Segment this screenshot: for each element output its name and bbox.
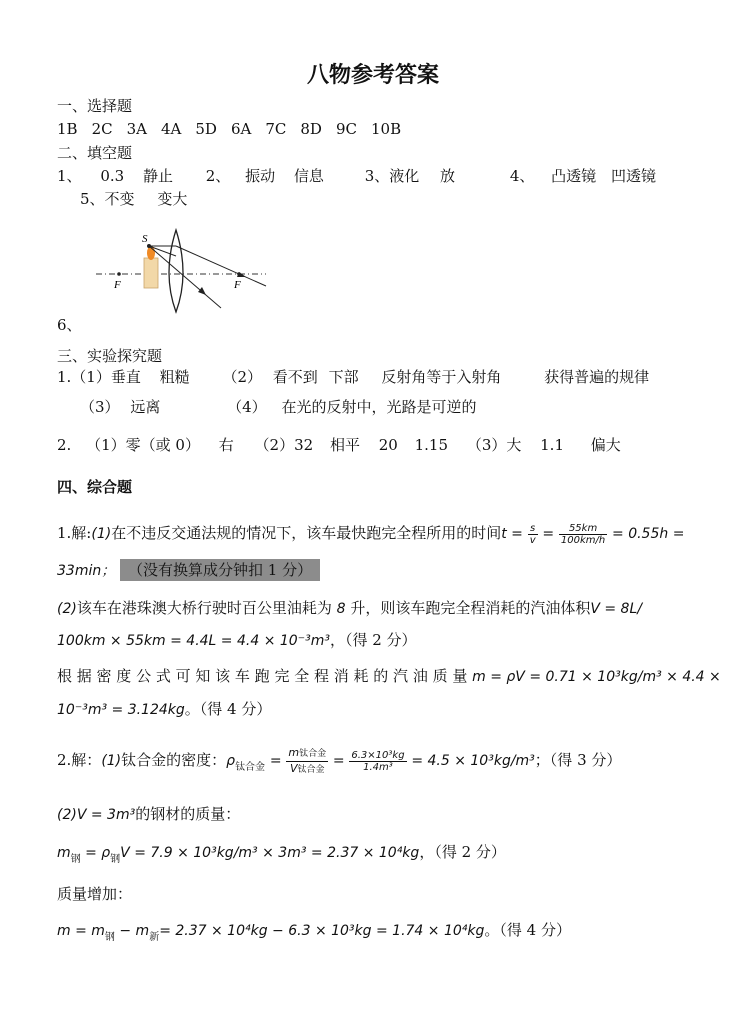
exp-item: 1.1 — [540, 436, 564, 454]
exp-item: 看不到 — [272, 368, 318, 386]
score-note: ；（得 3 分） — [534, 751, 622, 769]
formula: ρ — [226, 753, 236, 769]
solution1-part2-line1 — [57, 598, 642, 619]
solution1-line2 — [57, 559, 320, 582]
choice-answers-row — [57, 119, 415, 139]
section-heading-choice: 一、选择题 — [57, 97, 133, 115]
choice-answer: 8D — [300, 120, 322, 138]
numerator: s — [528, 523, 538, 535]
formula: − m — [114, 923, 150, 939]
score-note: ，（得 2 分） — [329, 631, 417, 649]
mass-increase-formula — [57, 920, 571, 943]
fill-answers-line1 — [57, 166, 656, 186]
formula: 33min； — [57, 563, 116, 579]
ray-refracted — [176, 246, 266, 286]
exp-item: 下部 — [328, 368, 359, 386]
formula: m = ρV = 0.71 × 10³kg/m³ × 4.4 × — [472, 669, 721, 685]
fill-item: 0.3 — [100, 167, 125, 185]
formula: = 0.55ℎ = — [612, 526, 685, 542]
fill-item: 信息 — [293, 167, 324, 185]
formula: m — [57, 845, 71, 861]
solution-label: 2.解： — [57, 751, 102, 769]
formula: = — [332, 753, 345, 769]
exp-item: （2）32 — [254, 436, 314, 454]
formula: 10⁻³m³ = 3.124kg — [57, 702, 185, 718]
q6-label: 6、 — [57, 316, 82, 334]
exp-item: 偏大 — [590, 436, 621, 454]
solution-label: 1.解: — [57, 524, 92, 542]
subscript: 钢 — [104, 932, 115, 943]
ray-through-center — [149, 246, 221, 308]
exp-item: 右 — [218, 436, 234, 454]
convex-lens — [169, 230, 183, 312]
fraction-mass-over-volume — [286, 746, 328, 777]
candle — [144, 258, 158, 288]
deduction-note: （没有换算成分钟扣 1 分） — [120, 559, 320, 581]
formula: = 4.5 × 10³kg/m³ — [411, 753, 535, 769]
fill-answers-line2 — [80, 189, 187, 209]
fill-item: 5、不变 — [80, 190, 135, 208]
exp-item: 反射角等于入射角 — [381, 368, 502, 386]
focus-right-dot — [237, 272, 241, 276]
solution-text: 该车在港珠澳大桥行驶时百公里油耗为 — [76, 599, 337, 617]
fill-item: 变大 — [157, 190, 188, 208]
denominator: 1.4m³ — [363, 761, 393, 773]
subscript: 钛合金 — [299, 748, 327, 759]
subscript: 钛合金 — [297, 764, 325, 775]
fraction-s-over-v — [528, 523, 538, 546]
part-label: (1) — [91, 526, 112, 542]
score-note: ，（得 2 分） — [419, 843, 506, 861]
exp-item: 2. — [57, 436, 72, 454]
part-label: (2) — [57, 807, 77, 823]
solution1-part2-line4 — [57, 699, 271, 720]
part-label: (1) — [101, 753, 122, 769]
section-heading-fill: 二、填空题 — [57, 144, 133, 162]
choice-answer: 1B — [57, 120, 78, 138]
formula: = — [269, 753, 282, 769]
fill-item: 1、 — [57, 167, 82, 185]
section-heading-comprehensive: 四、综合题 — [57, 478, 133, 496]
solution-text: 根 据 密 度 公 式 可 知 该 车 跑 完 全 程 消 耗 的 汽 油 质 量 — [57, 667, 473, 685]
fill-item: 4、 — [509, 167, 535, 185]
exp-item: 远离 — [130, 398, 161, 416]
fill-item: 放 — [440, 167, 456, 185]
choice-answer: 3A — [126, 120, 147, 138]
page-title: 八物参考答案 — [306, 63, 439, 88]
choice-answer: 10B — [371, 120, 402, 138]
focus-left-dot — [117, 272, 121, 276]
choice-answer: 6A — [230, 120, 252, 138]
exp-item: 获得普遍的规律 — [544, 368, 650, 386]
formula: = ρ — [80, 845, 111, 861]
exp-item: （1）零（或 0） — [86, 436, 200, 454]
score-note: 。（得 4 分） — [484, 921, 571, 939]
solution2-part2-line2 — [57, 842, 506, 865]
denominator: V — [289, 761, 298, 775]
label-s: S — [142, 233, 148, 245]
fraction-numeric — [349, 750, 406, 773]
exp-item: （4） — [227, 398, 267, 416]
experiment-q1-line2 — [80, 397, 476, 417]
denominator: v — [529, 534, 536, 546]
formula: t = — [501, 526, 523, 542]
solution-text: 升，则该车跑完全程消耗的汽油体积 — [345, 599, 591, 617]
exp-item: 相平 — [329, 436, 360, 454]
fraction-distance-speed — [559, 523, 607, 546]
formula: m = m — [57, 923, 105, 939]
exp-item: （3）大 — [466, 436, 522, 454]
solution-text: 的钢材的质量： — [135, 805, 241, 823]
exp-item: 20 — [378, 436, 398, 454]
choice-answer: 9C — [335, 120, 357, 138]
fill-item: 2、 — [205, 167, 231, 185]
solution-text: 在不违反交通法规的情况下，该车最快跑完全程所用的时间 — [111, 524, 502, 542]
exp-item: 粗糙 — [159, 368, 190, 386]
formula: = — [542, 526, 555, 542]
denominator: 100km/h — [560, 534, 606, 546]
choice-answer: 2C — [91, 120, 113, 138]
fill-item: 凹透镜 — [610, 167, 656, 185]
label-f-left: F — [114, 279, 121, 291]
subscript: 钢 — [70, 854, 81, 865]
subscript: 钛合金 — [235, 762, 266, 773]
solution-text: 钛合金的密度： — [121, 751, 227, 769]
fill-item: 凸透镜 — [551, 167, 597, 185]
label-f-right: F — [234, 279, 241, 291]
formula: 8 — [336, 601, 346, 617]
exp-item: （3） — [80, 398, 120, 416]
formula: V = 7.9 × 10³kg/m³ × 3m³ = 2.37 × 10⁴kg — [120, 845, 420, 861]
solution1-part2-line2 — [57, 630, 417, 651]
exp-item: 在光的反射中，光路是可逆的 — [281, 398, 477, 416]
exp-item: （2） — [222, 368, 262, 386]
arrowhead — [198, 287, 206, 295]
numerator: m — [288, 745, 300, 759]
score-note: 。（得 4 分） — [184, 700, 272, 718]
fill-item: 振动 — [245, 167, 276, 185]
fill-item: 静止 — [142, 167, 173, 185]
lens-ray-diagram — [96, 226, 276, 316]
formula: V = 3m³ — [76, 807, 136, 823]
solution1-line1 — [57, 520, 684, 547]
part-label: (2) — [57, 601, 77, 617]
solution2-line1 — [57, 743, 621, 780]
exp-item: 1.（1）垂直 — [57, 368, 141, 386]
experiment-q1-line1 — [57, 367, 649, 387]
choice-answer: 7C — [265, 120, 287, 138]
mass-increase-label: 质量增加： — [57, 885, 133, 903]
subscript: 钢 — [110, 854, 121, 865]
formula: 100km × 55km = 4.4L = 4.4 × 10⁻³m³ — [57, 633, 330, 649]
solution1-part2-line3 — [57, 666, 721, 687]
solution2-part2-line1 — [57, 804, 240, 825]
numerator: 6.3×10³kg — [351, 749, 405, 761]
exp-item: 1.15 — [414, 436, 449, 454]
formula: = 2.37 × 10⁴kg − 6.3 × 10³kg = 1.74 × 10⁴kg — [159, 923, 485, 939]
section-heading-experiment: 三、实验探究题 — [57, 347, 163, 365]
choice-answer: 4A — [161, 120, 182, 138]
choice-answer: 5D — [195, 120, 217, 138]
subscript: 新 — [149, 932, 160, 943]
numerator: 55km — [559, 523, 607, 535]
formula: V = 8L/ — [590, 601, 642, 617]
experiment-q2 — [57, 435, 621, 455]
fill-item: 3、液化 — [364, 167, 420, 185]
